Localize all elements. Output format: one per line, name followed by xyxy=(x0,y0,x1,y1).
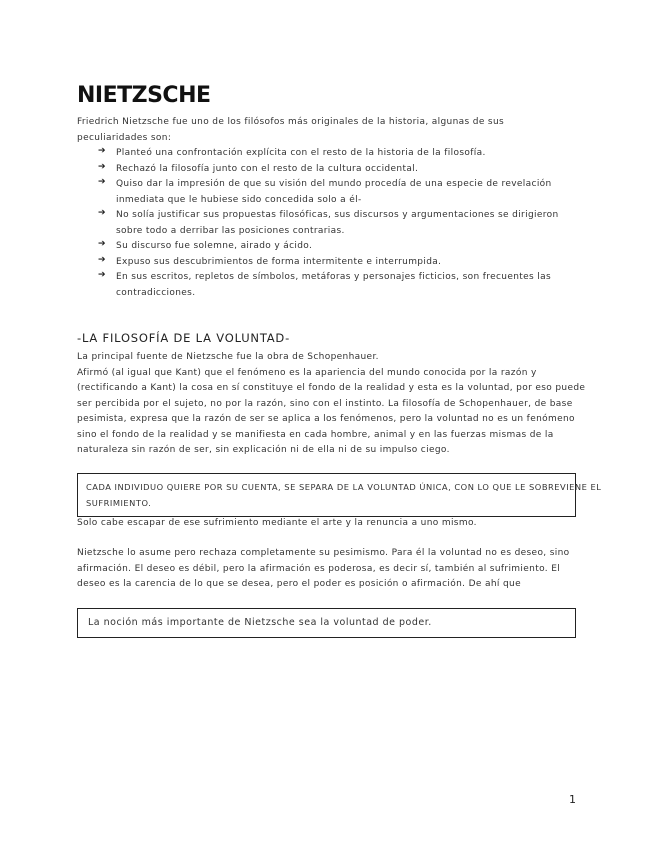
intro-paragraph xyxy=(77,115,577,146)
list-item-text: Expuso sus descubrimientos de forma intermitente e interrumpida. xyxy=(116,256,442,267)
paragraph-line: naturaleza sin razón de ser, sin explicación ni de ella ni de su impulso ciego. xyxy=(77,445,450,455)
list-item-text: inmediata que le hubiese sido concedida solo a él- xyxy=(116,194,362,205)
page-number: 1 xyxy=(569,793,576,806)
list-item-text: Planteó una confrontación explícita con el resto de la historia de la filosofía. xyxy=(116,148,486,158)
paragraph-line: deseo es la carencia de lo que se desea, pero el poder es posición o afirmación. De ahí que xyxy=(77,579,521,589)
callout-line: CADA INDIVIDUO QUIERE POR SU CUENTA, SE SEPARA DE LA VOLUNTAD ÚNICA, CON LO QUE LE SOBREVIENE EL xyxy=(86,482,602,492)
list-item xyxy=(98,162,578,178)
paragraph-line: Afirmó (al igual que Kant) que el fenómeno es la apariencia del mundo conocida por la razón y xyxy=(77,367,537,378)
list-item xyxy=(98,255,578,271)
peculiarities-list xyxy=(98,146,578,301)
will-to-power-callout-box xyxy=(77,608,576,638)
section-heading: -LA FILOSOFÍA DE LA VOLUNTAD- xyxy=(77,331,291,345)
paragraph-line: afirmación. El deseo es débil, pero la afirmación es poderosa, es decir sí, también al sufrimiento. El xyxy=(77,563,561,574)
list-item-text: En sus escritos, repletos de símbolos, metáforas y personajes ficticios, son frecuentes las xyxy=(116,272,552,282)
right-arrow-icon: ➔ xyxy=(98,177,106,187)
callout-text: La noción más importante de Nietzsche sea la voluntad de poder. xyxy=(88,617,432,628)
paragraph-line: pesimista, expresa que la razón de ser se aplica a los fenómenos, pero la voluntad no es un fenómeno xyxy=(77,414,575,424)
escape-suffering-line: Solo cabe escapar de ese sufrimiento mediante el arte y la renuncia a uno mismo. xyxy=(77,518,477,528)
will-philosophy-paragraph xyxy=(77,350,586,459)
list-item xyxy=(98,146,578,162)
right-arrow-icon: ➔ xyxy=(98,146,106,156)
paragraph-line: La principal fuente de Nietzsche fue la obra de Schopenhauer. xyxy=(77,352,379,362)
intro-line: peculiaridades son: xyxy=(77,132,172,143)
intro-line: Friedrich Nietzsche fue uno de los filósofos más originales de la historia, algunas de sus xyxy=(77,117,505,127)
paragraph-line: sino el fondo de la realidad y se manifiesta en cada hombre, animal y en las fuerzas mismas de la xyxy=(77,429,554,440)
list-item-text: sobre todo a derribar las posiciones contrarias. xyxy=(116,225,345,236)
right-arrow-icon: ➔ xyxy=(98,254,106,265)
list-item xyxy=(98,270,578,301)
paragraph-line: ser percibida por el sujeto, no por la razón, sino con el instinto. La filosofía de Schopenhauer, de base xyxy=(77,398,573,409)
right-arrow-icon: ➔ xyxy=(98,239,106,249)
paragraph-line: (rectificando a Kant) la cosa en sí constituye el fondo de la realidad y esta es la voluntad, por eso puede xyxy=(77,383,586,393)
list-item xyxy=(98,177,578,208)
right-arrow-icon: ➔ xyxy=(98,270,106,280)
affirmation-paragraph xyxy=(77,546,577,593)
list-item-text: Rechazó la filosofía junto con el resto de la cultura occidental. xyxy=(116,163,419,174)
list-item-text: Su discurso fue solemne, airado y ácido. xyxy=(116,241,313,251)
list-item-text: contradicciones. xyxy=(116,287,196,298)
list-item-text: Quiso dar la impresión de que su visión del mundo procedía de una especie de revelación xyxy=(116,179,552,189)
right-arrow-icon: ➔ xyxy=(98,208,106,218)
callout-line: SUFRIMIENTO. xyxy=(86,497,152,508)
page-title: NIETZSCHE xyxy=(77,83,211,108)
suffering-callout-box xyxy=(77,473,602,517)
list-item xyxy=(98,239,578,255)
right-arrow-icon: ➔ xyxy=(98,161,106,172)
list-item-text: No solía justificar sus propuestas filosóficas, sus discursos y argumentaciones se dirigieron xyxy=(116,210,559,220)
list-item xyxy=(98,208,578,239)
paragraph-line: Nietzsche lo asume pero rechaza completamente su pesimismo. Para él la voluntad no es deseo, sino xyxy=(77,548,570,558)
